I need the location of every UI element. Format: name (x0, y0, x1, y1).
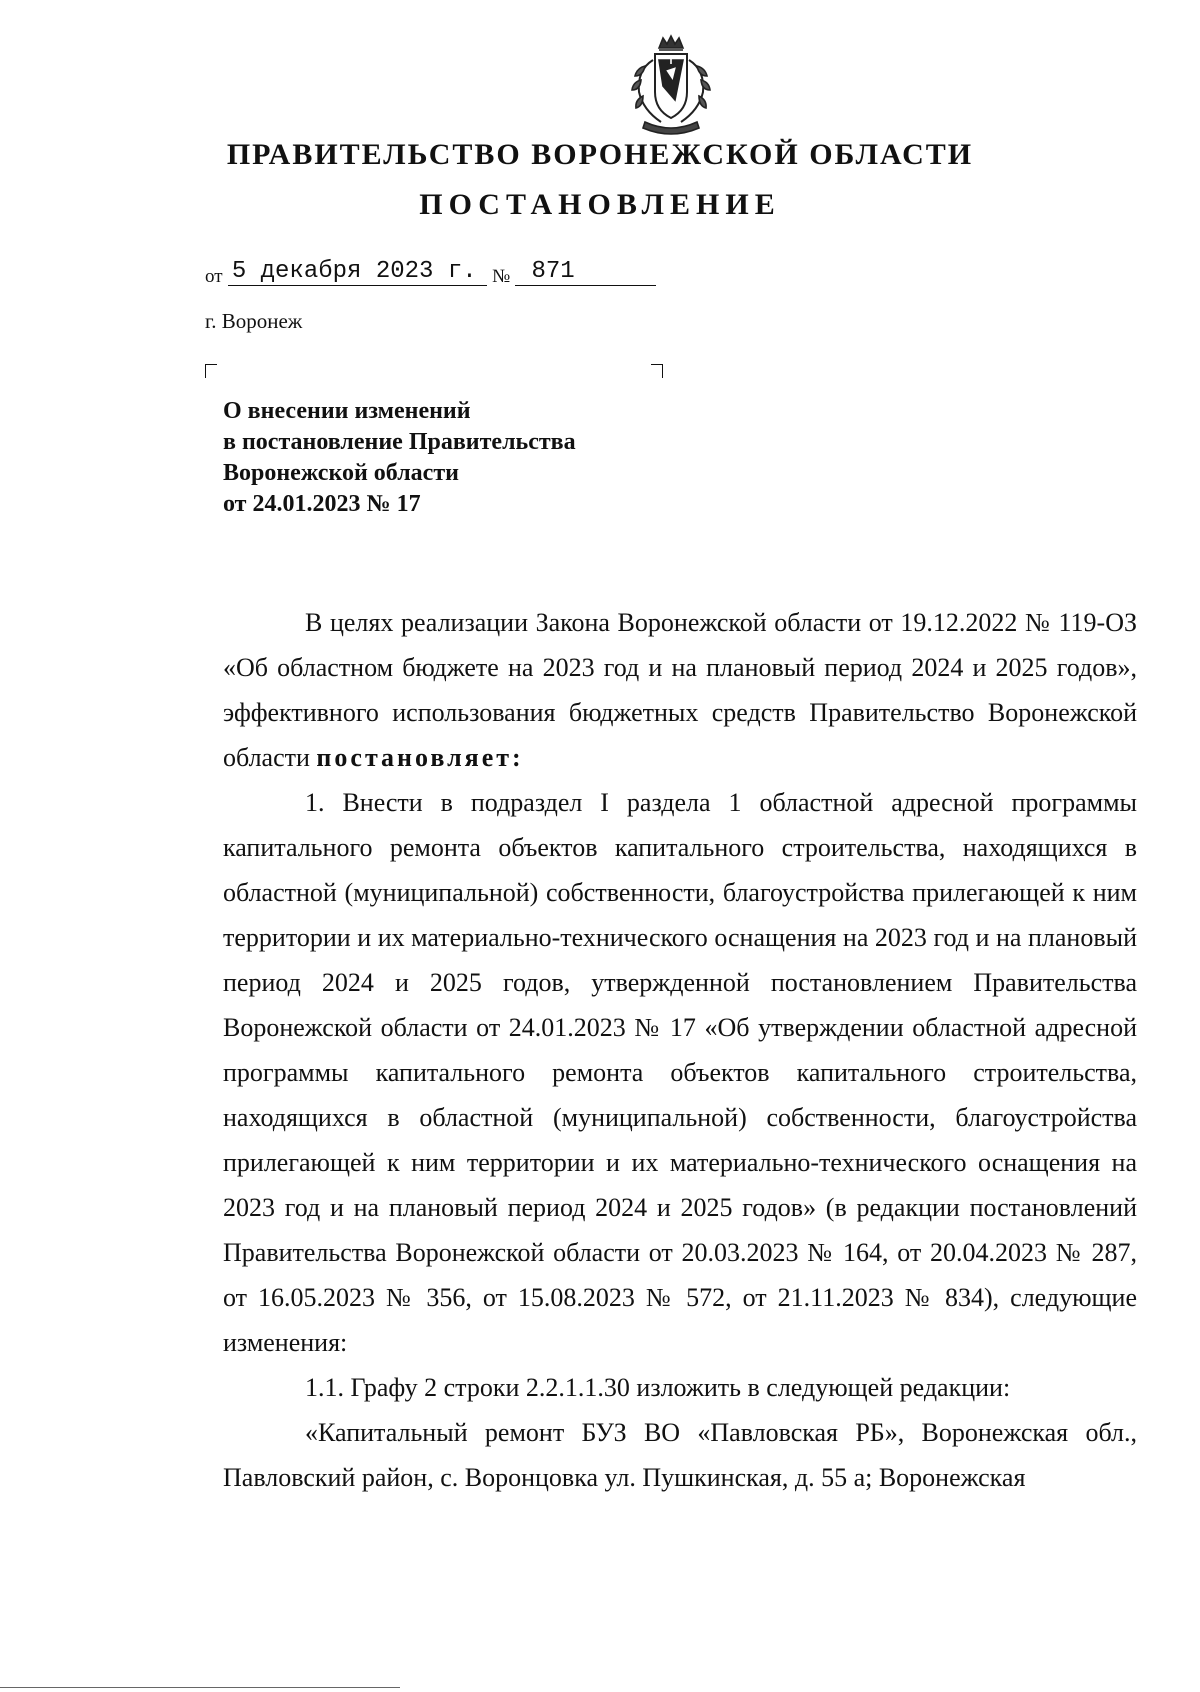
document-number: 871 (515, 258, 656, 286)
footer-rule (0, 1687, 400, 1688)
document-type-title: ПОСТАНОВЛЕНИЕ (419, 188, 781, 221)
subject-line: от 24.01.2023 № 17 (223, 491, 421, 517)
preamble-paragraph (223, 600, 1137, 780)
item-1-paragraph: 1. Внести в подраздел I раздела 1 областной адресной программы капитального ремонта объектов капитального строительства, находящихся в областной (муниципальной) собственности, благоустройства прилегающей к ним территории и их материально-технического оснащения на 2023 год и на плановый период 2024 и 2025 годов, утвержденной постановлением Правительства Воронежской области от 24.01.2023 № 17 «Об утверждении областной адресной программы капитального ремонта объектов капитального строительства, находящихся в областной (муниципальной) собственности, благоустройства прилегающей к ним территории и их материально-технического оснащения на 2023 год и на плановый период 2024 и 2025 годов» (в редакции постановлений Правительства Воронежской области от 20.03.2023 № 164, от 20.04.2023 № 287, от 16.05.2023 № 356, от 15.08.2023 № 572, от 21.11.2023 № 834), следующие изменения: (223, 788, 1137, 1357)
subject-line: Воронежской области (223, 460, 459, 486)
subject-corner-left (205, 364, 217, 378)
organization-title: ПРАВИТЕЛЬСТВО ВОРОНЕЖСКОЙ ОБЛАСТИ (226, 138, 974, 171)
subject-line: в постановление Правительства (223, 429, 576, 455)
document-subject (223, 396, 576, 520)
subject-corner-right (651, 364, 663, 378)
quoted-text-paragraph: «Капитальный ремонт БУЗ ВО «Павловская РБ», Воронежская обл., Павловский район, с. Воронцовка ул. Пушкинская, д. 55 а; Воронежская (223, 1418, 1137, 1492)
date-number-line (205, 258, 656, 288)
subject-line: О внесении изменений (223, 398, 471, 424)
number-label: № (492, 266, 511, 287)
document-body (223, 600, 1137, 1500)
resolves-word: постановляет: (316, 743, 524, 772)
from-label: от (205, 266, 223, 287)
item-1-1-paragraph: 1.1. Графу 2 строки 2.2.1.1.30 изложить в следующей редакции: (305, 1373, 1011, 1402)
document-date: 5 декабря 2023 г. (228, 258, 487, 286)
preamble-text: В целях реализации Закона Воронежской области от 19.12.2022 № 119-ОЗ «Об областном бюджете на 2023 год и на плановый период 2024 и 2025 годов», эффективного использования бюджетных средств Правительство Воронежской области (223, 608, 1137, 772)
coat-of-arms-icon (615, 30, 727, 140)
city: г. Воронеж (205, 309, 303, 333)
